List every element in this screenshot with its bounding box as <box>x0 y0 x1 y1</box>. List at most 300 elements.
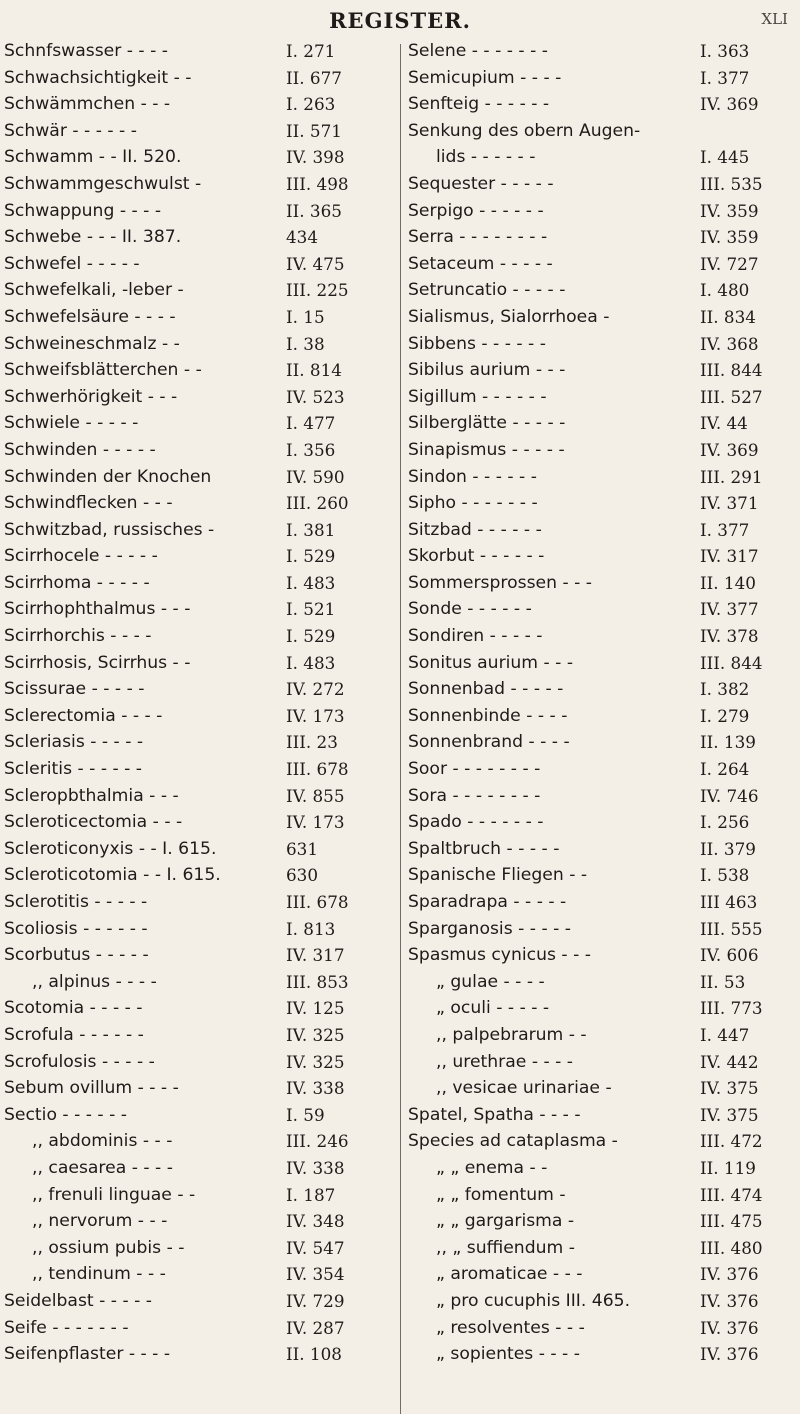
index-page-ref: IV. 523 <box>286 386 345 407</box>
index-term: Schwinden der Knochen <box>4 466 212 487</box>
index-entry <box>408 410 796 437</box>
index-term: ,, nervorum - - - <box>32 1211 168 1232</box>
index-entry <box>4 729 390 756</box>
index-term: Scleroticonyxis - - I. 615. <box>4 838 217 859</box>
index-page-ref: II. 814 <box>286 360 342 381</box>
index-entry <box>408 198 796 225</box>
index-entry <box>4 676 390 703</box>
index-entry <box>4 1075 390 1102</box>
index-page-ref: II. 379 <box>700 838 756 859</box>
index-page-ref: IV. 44 <box>700 413 748 434</box>
index-page-ref: I. 382 <box>700 679 750 700</box>
index-entry <box>408 1022 796 1049</box>
index-term: Spanische Fliegen - - <box>408 865 588 886</box>
index-page-ref: IV. 590 <box>286 466 345 487</box>
index-page-ref: IV. 173 <box>286 705 345 726</box>
index-term: Sclerotitis - - - - - <box>4 892 148 912</box>
index-term: Spado - - - - - - - <box>408 812 544 833</box>
index-entry <box>408 91 796 118</box>
index-entry <box>4 809 390 836</box>
index-term: Schwär - - - - - - <box>4 120 137 141</box>
index-page-ref: II. 140 <box>700 572 756 593</box>
index-page-ref: I. 813 <box>286 918 336 939</box>
index-entry <box>408 889 796 916</box>
index-page-ref: IV. 398 <box>286 147 345 168</box>
index-page-ref: III. 291 <box>700 466 763 487</box>
index-page-ref: 631 <box>286 838 319 859</box>
index-term: „ „ enema - - <box>436 1157 548 1178</box>
index-term: „ sopientes - - - - <box>436 1344 580 1365</box>
index-entry <box>4 703 390 730</box>
index-term: Sonitus aurium - - - <box>408 652 574 673</box>
index-term: Sindon - - - - - - <box>408 466 537 487</box>
index-term: ,, palpebrarum - - <box>436 1024 587 1045</box>
index-page-ref: IV. 376 <box>700 1317 759 1338</box>
index-page-ref: I. 529 <box>286 546 336 567</box>
index-term: Sibilus aurium - - - <box>408 360 566 381</box>
index-entry <box>408 729 796 756</box>
index-term: Soor - - - - - - - - <box>408 759 541 780</box>
index-page-ref: IV. 375 <box>700 1104 759 1125</box>
index-term: Sommersprossen - - - <box>408 572 592 593</box>
index-term: Senfteig - - - - - - <box>408 94 550 115</box>
index-entry <box>408 756 796 783</box>
index-term: Sebum ovillum - - - - <box>4 1078 179 1099</box>
index-term: Schwappung - - - - <box>4 200 162 221</box>
index-entry <box>408 1128 796 1155</box>
index-entry <box>408 304 796 331</box>
index-page-ref: I. 187 <box>286 1184 336 1205</box>
index-entry <box>4 38 390 65</box>
index-entry <box>408 1208 796 1235</box>
index-column-right <box>408 38 796 1368</box>
index-term: Schweifsblätterchen - - <box>4 360 202 381</box>
index-page-ref: IV. 606 <box>700 945 759 966</box>
index-term: ,, tendinum - - - <box>32 1264 166 1285</box>
index-page-ref: IV. 272 <box>286 679 345 700</box>
index-page-ref: II. 139 <box>700 732 756 753</box>
index-page-ref: III. 474 <box>700 1184 763 1205</box>
index-page-ref: III. 225 <box>286 280 349 301</box>
index-entry <box>408 384 796 411</box>
index-page-ref: IV. 475 <box>286 253 345 274</box>
index-page-ref: III. 527 <box>700 386 763 407</box>
index-page-ref: I. 521 <box>286 599 336 620</box>
index-entry <box>408 543 796 570</box>
index-page-ref: II. 834 <box>700 306 756 327</box>
index-page-ref: IV. 442 <box>700 1051 759 1072</box>
index-term: ,, „ suffiendum - <box>436 1237 575 1258</box>
index-page-ref: III. 844 <box>700 360 763 381</box>
index-term: Serra - - - - - - - - <box>408 227 548 248</box>
index-entry <box>4 1155 390 1182</box>
index-entry <box>408 1341 796 1368</box>
index-page-ref: IV. 317 <box>286 945 345 966</box>
index-term: Schwamm - - II. 520. <box>4 147 182 168</box>
index-entry <box>4 437 390 464</box>
index-term: „ oculi - - - - - <box>436 998 550 1019</box>
index-entry <box>408 995 796 1022</box>
index-page-ref: I. 529 <box>286 626 336 647</box>
index-column-left <box>4 38 390 1368</box>
index-page-ref: IV. 547 <box>286 1237 345 1258</box>
index-term: Schnfswasser - - - - <box>4 41 168 61</box>
page-number: XLI <box>761 10 788 28</box>
index-term: Scorbutus - - - - - <box>4 945 149 966</box>
index-entry <box>4 331 390 358</box>
index-entry <box>408 1102 796 1129</box>
index-page-ref: IV. 727 <box>700 253 759 274</box>
index-page-ref: I. 279 <box>700 705 750 726</box>
index-term: Schwiele - - - - - <box>4 413 139 434</box>
index-page-ref: I. 483 <box>286 652 336 673</box>
index-entry <box>4 65 390 92</box>
index-entry <box>4 756 390 783</box>
index-term: Schwinden - - - - - <box>4 439 156 460</box>
index-term: Spaltbruch - - - - - <box>408 838 560 859</box>
index-page-ref: I. 538 <box>700 865 750 886</box>
index-entry <box>408 517 796 544</box>
index-term: Sinapismus - - - - - <box>408 439 565 460</box>
index-term: Schwefelkali, -leber - <box>4 280 184 301</box>
index-entry <box>408 836 796 863</box>
index-entry <box>408 942 796 969</box>
index-entry <box>4 836 390 863</box>
index-entry <box>408 1261 796 1288</box>
index-term: Seife - - - - - - - <box>4 1317 129 1338</box>
index-page-ref: III. 844 <box>700 652 763 673</box>
page-title: REGISTER. <box>329 7 471 33</box>
index-term: Serpigo - - - - - - <box>408 200 544 221</box>
index-entry <box>408 1288 796 1315</box>
index-term: lids - - - - - - <box>436 147 536 168</box>
index-entry <box>4 1261 390 1288</box>
index-term: Sparganosis - - - - - <box>408 918 571 939</box>
index-term: Sitzbad - - - - - - <box>408 519 542 540</box>
index-term: Species ad cataplasma - <box>408 1131 618 1152</box>
index-term: „ pro cucuphis III. 465. <box>436 1290 631 1311</box>
index-page-ref: I. 38 <box>286 333 325 354</box>
index-page-ref: I. 477 <box>286 413 336 434</box>
index-page-ref: III. 773 <box>700 998 763 1019</box>
index-term: ,, alpinus - - - - <box>32 971 157 992</box>
index-term: Sora - - - - - - - - <box>408 785 541 806</box>
index-entry <box>4 1288 390 1315</box>
index-entry <box>4 1208 390 1235</box>
index-term: Schwefelsäure - - - - <box>4 306 176 327</box>
index-term: Sondiren - - - - - <box>408 626 543 647</box>
index-page-ref: I. 480 <box>700 280 750 301</box>
index-term: Seifenpflaster - - - - <box>4 1344 171 1365</box>
index-term: ,, caesarea - - - - <box>32 1157 173 1178</box>
index-entry <box>4 969 390 996</box>
index-term: Schweineschmalz - - <box>4 333 180 354</box>
index-entry <box>4 304 390 331</box>
index-term: Scrofula - - - - - - <box>4 1024 144 1045</box>
index-entry <box>408 251 796 278</box>
index-term: Scrofulosis - - - - - <box>4 1051 155 1072</box>
index-term: Schwindflecken - - - <box>4 493 173 514</box>
index-page-ref: I. 483 <box>286 572 336 593</box>
index-page-ref: I. 356 <box>286 439 336 460</box>
index-entry <box>408 570 796 597</box>
index-term: Sipho - - - - - - - <box>408 493 538 514</box>
index-page-ref: I. 263 <box>286 94 336 115</box>
index-entry <box>408 862 796 889</box>
index-term: Scoliosis - - - - - - <box>4 918 148 939</box>
index-term: Scleritis - - - - - - <box>4 759 143 780</box>
index-page-ref: III. 535 <box>700 173 763 194</box>
index-page-ref: IV. 376 <box>700 1290 759 1311</box>
index-entry <box>408 38 796 65</box>
index-entry <box>4 889 390 916</box>
index-entry <box>4 942 390 969</box>
index-term: Seidelbast - - - - - <box>4 1290 152 1311</box>
index-term: Scirrhorchis - - - - <box>4 626 152 647</box>
index-entry <box>4 464 390 491</box>
index-entry <box>4 1128 390 1155</box>
index-term: Sonnenbinde - - - - <box>408 705 568 726</box>
index-entry <box>408 224 796 251</box>
index-term: Schwefel - - - - - <box>4 253 140 274</box>
index-entry <box>4 1182 390 1209</box>
index-page-ref: I. 363 <box>700 41 750 61</box>
index-term: Scleroticotomia - - I. 615. <box>4 865 221 886</box>
index-term: „ „ fomentum - <box>436 1184 566 1205</box>
index-term: Sigillum - - - - - - <box>408 386 547 407</box>
index-page-ref: I. 377 <box>700 519 750 540</box>
index-term: Scleriasis - - - - - <box>4 732 144 753</box>
index-page-ref: III. 555 <box>700 918 763 939</box>
index-page-ref: IV. 729 <box>286 1290 345 1311</box>
index-entry <box>408 623 796 650</box>
index-entry <box>4 783 390 810</box>
index-page-ref: III. 472 <box>700 1131 763 1152</box>
index-term: Sonde - - - - - - <box>408 599 532 620</box>
index-term: Senkung des obern Augen- <box>408 120 641 141</box>
index-page-ref: IV. 855 <box>286 785 345 806</box>
index-page-ref: II. 119 <box>700 1157 756 1178</box>
index-page-ref: II. 571 <box>286 120 342 141</box>
index-term: Schwitzbad, russisches - <box>4 519 215 540</box>
index-term: Scleroticectomia - - - <box>4 812 183 833</box>
index-page-ref: III. 678 <box>286 759 349 780</box>
index-entry <box>408 331 796 358</box>
index-entry <box>4 198 390 225</box>
index-page-ref: III. 853 <box>286 971 349 992</box>
index-entry <box>408 65 796 92</box>
index-entry <box>4 490 390 517</box>
index-term: Scirrhophthalmus - - - <box>4 599 191 620</box>
index-term: „ resolventes - - - <box>436 1317 585 1338</box>
index-page-ref: IV. 338 <box>286 1078 345 1099</box>
index-entry <box>4 1049 390 1076</box>
index-entry <box>408 1315 796 1342</box>
index-page-ref: I. 377 <box>700 67 750 88</box>
index-term: Skorbut - - - - - - <box>408 546 545 567</box>
index-term: Sibbens - - - - - - <box>408 333 546 354</box>
index-entry <box>408 703 796 730</box>
index-entry <box>4 916 390 943</box>
index-page-ref: IV. 746 <box>700 785 759 806</box>
index-entry <box>4 251 390 278</box>
index-entry <box>4 623 390 650</box>
index-page-ref: IV. 317 <box>700 546 759 567</box>
index-page-ref: IV. 287 <box>286 1317 345 1338</box>
index-term: Sclerectomia - - - - <box>4 705 163 726</box>
index-entry <box>408 916 796 943</box>
index-page-ref: I. 15 <box>286 306 325 327</box>
index-entry <box>408 171 796 198</box>
index-page-ref: I. 256 <box>700 812 750 833</box>
index-term: Scotomia - - - - - <box>4 998 143 1019</box>
index-entry <box>4 1022 390 1049</box>
index-term: ,, abdominis - - - <box>32 1131 173 1152</box>
index-page-ref: III. 475 <box>700 1211 763 1232</box>
index-page-ref: 434 <box>286 227 319 248</box>
index-term: Sectio - - - - - - <box>4 1104 127 1125</box>
index-entry <box>4 570 390 597</box>
index-term: Sialismus, Sialorrhoea - <box>408 306 610 327</box>
index-entry <box>4 224 390 251</box>
index-entry <box>408 144 796 171</box>
index-entry <box>408 277 796 304</box>
index-term: ,, vesicae urinariae - <box>436 1078 612 1099</box>
index-term: „ gulae - - - - <box>436 971 545 992</box>
index-page-ref: III. 498 <box>286 173 349 194</box>
index-term: Schwämmchen - - - <box>4 94 171 115</box>
index-page-ref: I. 447 <box>700 1024 750 1045</box>
index-term: Scirrhoma - - - - - <box>4 572 150 593</box>
index-page-ref: IV. 375 <box>700 1078 759 1099</box>
index-term: Sonnenbad - - - - - <box>408 679 564 700</box>
index-entry <box>4 1315 390 1342</box>
index-page-ref: III. 246 <box>286 1131 349 1152</box>
index-entry <box>4 995 390 1022</box>
index-page-ref: IV. 376 <box>700 1264 759 1285</box>
index-page-ref: IV. 325 <box>286 1051 345 1072</box>
index-entry <box>408 783 796 810</box>
index-page-ref: IV. 369 <box>700 94 759 115</box>
index-page-ref: IV. 359 <box>700 200 759 221</box>
index-page-ref: IV. 368 <box>700 333 759 354</box>
index-entry <box>408 437 796 464</box>
index-term: Scirrhosis, Scirrhus - - <box>4 652 191 673</box>
index-page-ref: I. 445 <box>700 147 750 168</box>
index-page-ref: II. 677 <box>286 67 342 88</box>
index-term: ,, urethrae - - - - <box>436 1051 574 1072</box>
index-page-ref: IV. 359 <box>700 227 759 248</box>
index-entry <box>408 809 796 836</box>
index-entry <box>408 1075 796 1102</box>
index-entry <box>408 464 796 491</box>
index-page-ref: IV. 325 <box>286 1024 345 1045</box>
index-term: ,, ossium pubis - - <box>32 1237 185 1258</box>
index-term: Semicupium - - - - <box>408 67 562 88</box>
index-term: „ „ gargarisma - <box>436 1211 575 1232</box>
index-term: Sparadrapa - - - - - <box>408 892 567 912</box>
index-term: Sonnenbrand - - - - <box>408 732 570 753</box>
index-page-ref: I. 271 <box>286 41 336 61</box>
index-entry <box>4 1341 390 1368</box>
index-entry <box>408 969 796 996</box>
index-entry <box>4 650 390 677</box>
index-term: Scissurae - - - - - <box>4 679 145 700</box>
index-entry <box>4 118 390 145</box>
index-entry <box>4 357 390 384</box>
index-term: Silberglätte - - - - - <box>408 413 566 434</box>
index-term: Spasmus cynicus - - - <box>408 945 591 966</box>
index-page-ref: I. 59 <box>286 1104 325 1125</box>
index-term: Spatel, Spatha - - - - <box>408 1104 581 1125</box>
index-entry <box>4 543 390 570</box>
index-page-ref: IV. 376 <box>700 1344 759 1365</box>
index-page-ref: IV. 125 <box>286 998 345 1019</box>
index-term: Schwerhörigkeit - - - <box>4 386 178 407</box>
index-entry <box>4 596 390 623</box>
index-page-ref: II. 108 <box>286 1344 342 1365</box>
index-entry <box>4 1235 390 1262</box>
index-page-ref: IV. 369 <box>700 439 759 460</box>
index-entry <box>408 1235 796 1262</box>
index-entry <box>4 277 390 304</box>
index-entry <box>408 676 796 703</box>
column-divider <box>400 44 401 1414</box>
index-term: Scleropbthalmia - - - <box>4 785 179 806</box>
index-page-ref: IV. 371 <box>700 493 759 514</box>
index-term: Schwammgeschwulst - <box>4 173 202 194</box>
index-page-ref: IV. 378 <box>700 626 759 647</box>
index-term: „ aromaticae - - - <box>436 1264 583 1285</box>
index-entry <box>4 144 390 171</box>
index-entry <box>408 650 796 677</box>
index-page-ref: IV. 354 <box>286 1264 345 1285</box>
index-entry <box>408 596 796 623</box>
index-entry <box>4 171 390 198</box>
index-page-ref: 630 <box>286 865 319 886</box>
index-page-ref: II. 365 <box>286 200 342 221</box>
index-page-ref: IV. 338 <box>286 1157 345 1178</box>
index-term: ,, frenuli linguae - - <box>32 1184 196 1205</box>
index-entry <box>408 490 796 517</box>
index-page-ref: III. 678 <box>286 892 349 912</box>
index-entry <box>408 1182 796 1209</box>
index-entry <box>4 410 390 437</box>
index-entry <box>4 91 390 118</box>
index-page-ref: III. 480 <box>700 1237 763 1258</box>
index-page-ref: III. 260 <box>286 493 349 514</box>
index-term: Setruncatio - - - - - <box>408 280 566 301</box>
index-entry <box>4 1102 390 1129</box>
index-entry <box>4 862 390 889</box>
index-page-ref: IV. 377 <box>700 599 759 620</box>
index-page-ref: III. 23 <box>286 732 338 753</box>
index-page-ref: IV. 173 <box>286 812 345 833</box>
index-entry <box>408 1155 796 1182</box>
index-page-ref: I. 381 <box>286 519 336 540</box>
index-entry <box>408 118 796 145</box>
index-entry <box>4 517 390 544</box>
index-term: Sequester - - - - - <box>408 173 554 194</box>
index-entry <box>4 384 390 411</box>
index-page-ref: I. 264 <box>700 759 750 780</box>
index-page-ref: II. 53 <box>700 971 746 992</box>
index-term: Schwebe - - - II. 387. <box>4 227 182 248</box>
index-entry <box>408 357 796 384</box>
index-page-ref: IV. 348 <box>286 1211 345 1232</box>
index-page-ref: III 463 <box>700 892 758 912</box>
index-term: Scirrhocele - - - - - <box>4 546 158 567</box>
